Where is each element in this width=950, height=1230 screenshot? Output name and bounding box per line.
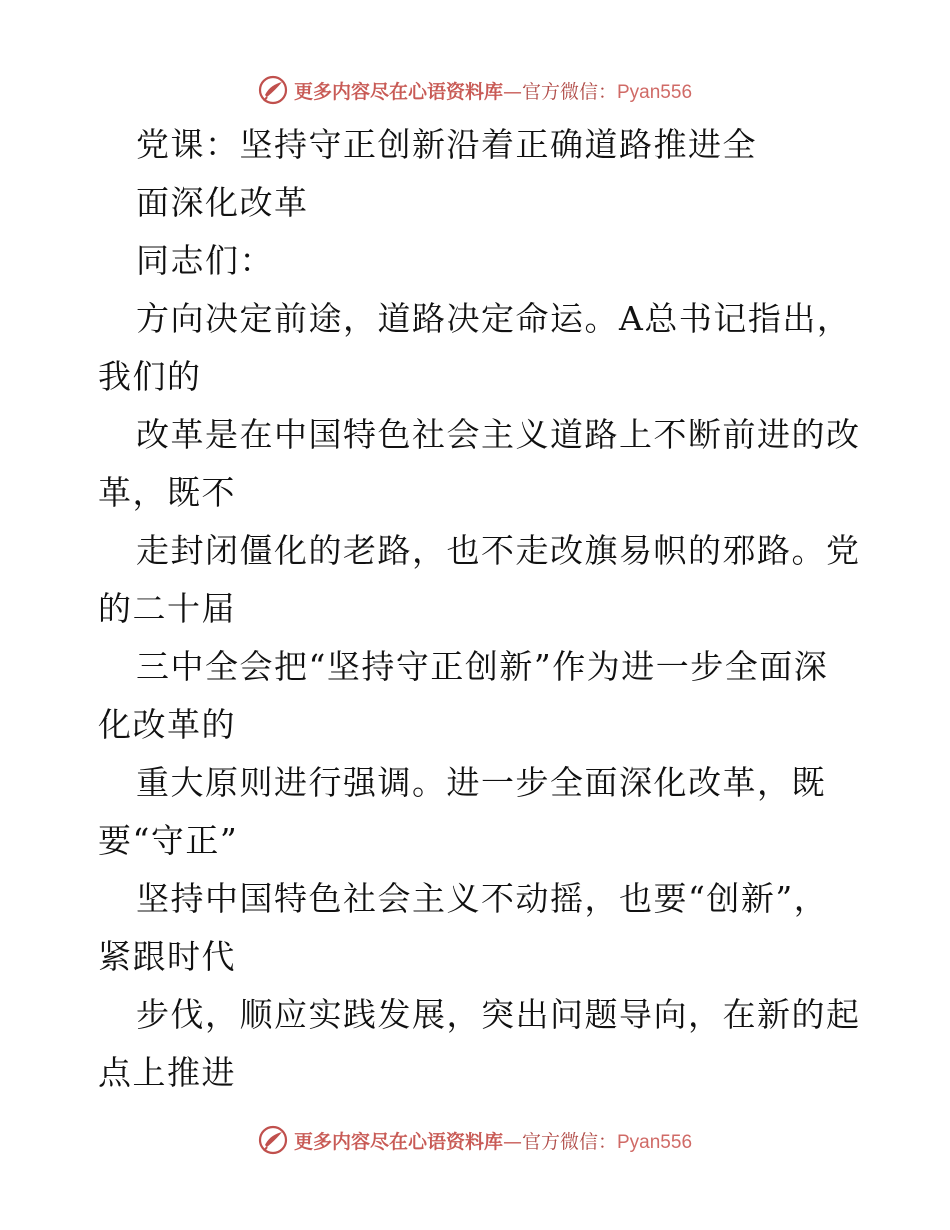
- doc-line: 改革是在中国特色社会主义道路上不断前进的改: [136, 415, 861, 454]
- watermark-dash: —: [502, 80, 522, 103]
- doc-line: 步伐，顺应实践发展，突出问题导向，在新的起: [136, 995, 861, 1034]
- watermark-main: 更多内容尽在心语资料库: [293, 80, 503, 103]
- watermark-main: 更多内容尽在心语资料库: [293, 1130, 503, 1153]
- watermark-text: [294, 77, 692, 104]
- doc-line: 面深化改革: [136, 183, 309, 222]
- watermark-id: Pyan556: [617, 1131, 693, 1153]
- doc-line: 坚持中国特色社会主义不动摇，也要“创新”，: [136, 879, 829, 918]
- doc-line: 要“守正”: [98, 821, 239, 860]
- doc-line: 同志们：: [136, 241, 274, 280]
- doc-line: 走封闭僵化的老路，也不走改旗易帜的邪路。党: [136, 531, 861, 570]
- watermark-label: 官方微信：: [521, 1130, 617, 1153]
- watermark-logo-icon: [258, 1125, 288, 1155]
- doc-line: 方向决定前途，道路决定命运。A总书记指出，: [136, 299, 852, 338]
- doc-line: 革，既不: [98, 473, 236, 512]
- doc-line: 三中全会把“坚持守正创新”作为进一步全面深: [136, 647, 829, 686]
- watermark-id: Pyan556: [617, 81, 693, 103]
- watermark-dash: —: [502, 1130, 522, 1153]
- watermark-text: [294, 1127, 692, 1154]
- doc-line: 重大原则进行强调。进一步全面深化改革，既: [136, 763, 826, 802]
- document-body: [98, 116, 861, 1102]
- doc-line: 党课：坚持守正创新沿着正确道路推进全: [136, 125, 757, 164]
- footer-watermark: [0, 1122, 950, 1158]
- doc-line: 我们的: [98, 357, 202, 396]
- watermark-logo-icon: [258, 75, 288, 105]
- doc-line: 化改革的: [98, 705, 236, 744]
- doc-line: 的二十届: [98, 589, 236, 628]
- watermark-label: 官方微信：: [521, 80, 617, 103]
- header-watermark: [0, 72, 950, 108]
- doc-line: 紧跟时代: [98, 937, 236, 976]
- doc-line: 点上推进: [98, 1053, 236, 1092]
